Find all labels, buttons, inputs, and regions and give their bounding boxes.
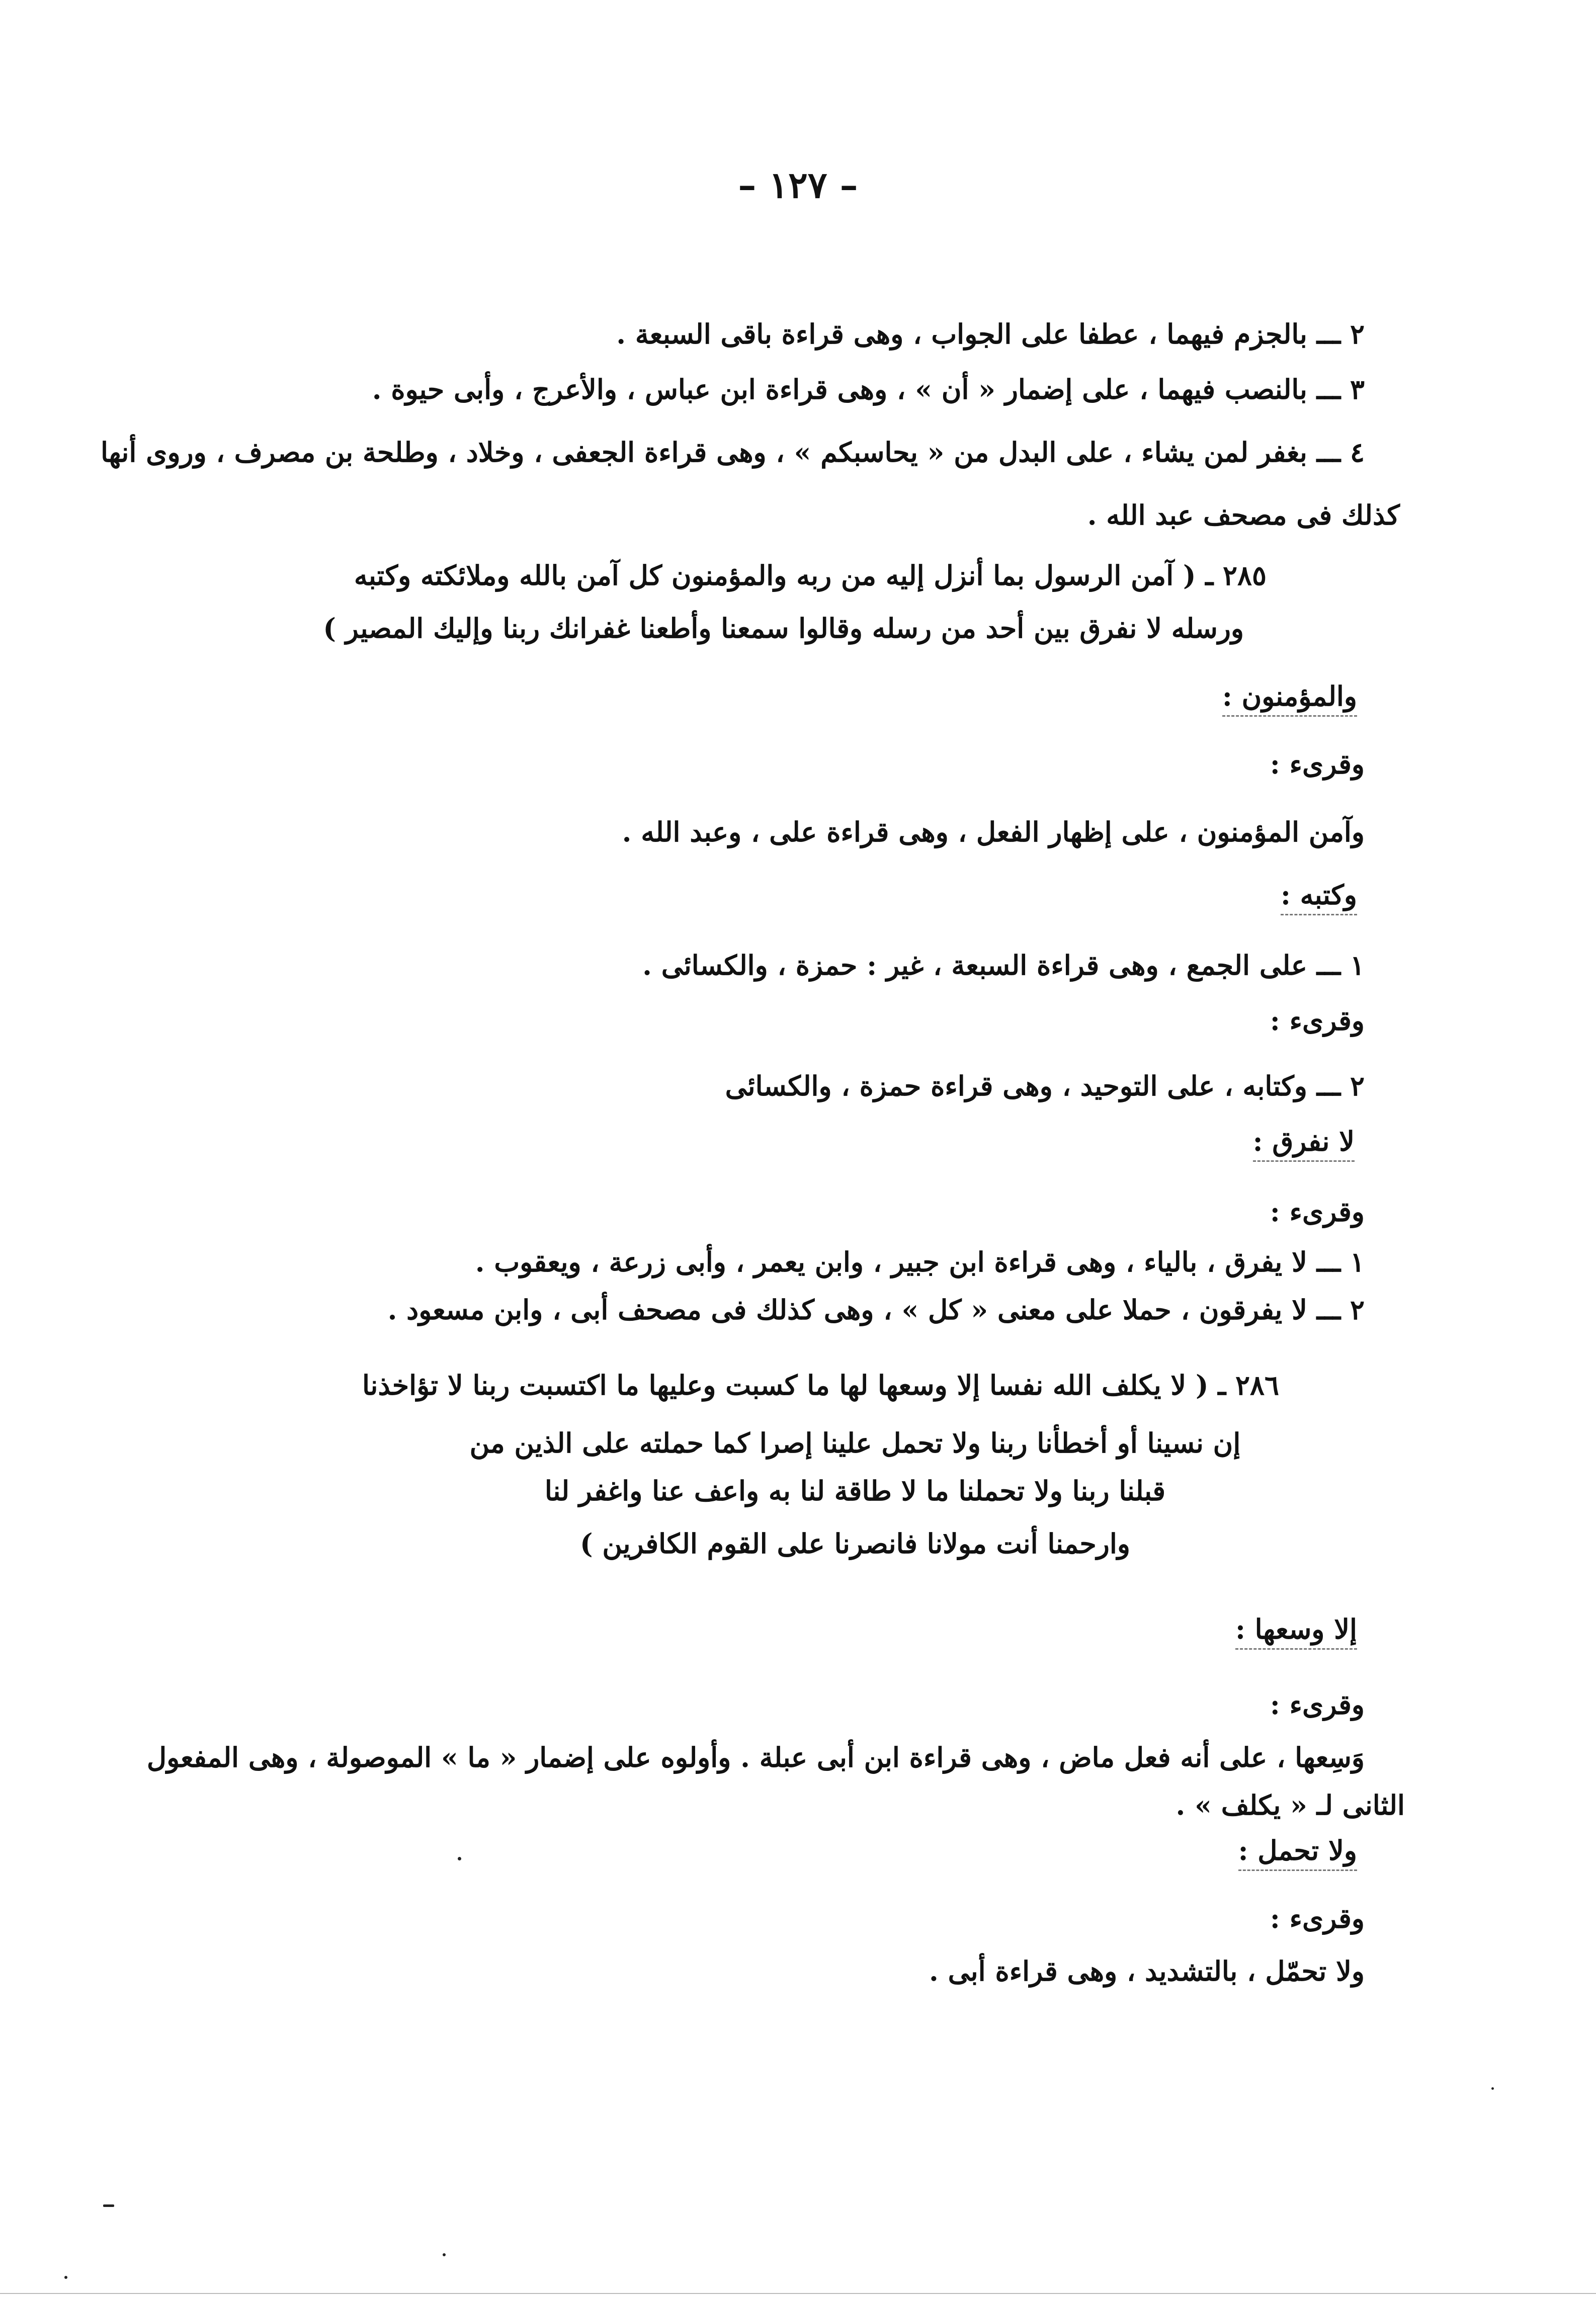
scan-speck (458, 1857, 461, 1860)
verse-285-line-1: ٢٨٥ ـ ( آمن الرسول بما أنزل إليه من ربه والمؤمنون كل آمن بالله وملائكته وكتبه (354, 559, 1267, 591)
reading-text-kutubih-1: ١ ـــ على الجمع ، وهى قراءة السبعة ، غير : حمزة ، والكسائى . (642, 949, 1365, 981)
reading-text-nufarriq-2: ٢ ـــ لا يفرقون ، حملا على معنى « كل » ، وهى كذلك فى مصحف أبى ، وابن مسعود . (387, 1294, 1365, 1326)
qurie-label: وقرىء : (1270, 748, 1365, 780)
reading-text-wusaha-b: الثانى لـ « يكلف » . (1175, 1789, 1405, 1821)
qurie-label: وقرىء : (1270, 1004, 1365, 1037)
reading-line-4a: ٤ ـــ بغفر لمن يشاء ، على البدل من « يحاسبكم » ، وهى قراءة الجعفى ، وخلاد ، وطلحة بن مصرف ، وروى أنها (101, 436, 1365, 468)
verse-286-line-3: قبلنا ربنا ولا تحملنا ما لا طاقة لنا به واعف عنا واغفر لنا (544, 1475, 1166, 1507)
scan-speck (64, 2276, 67, 2279)
entry-heading-nufarriq (1253, 1127, 1355, 1156)
qurie-label: وقرىء : (1270, 1196, 1365, 1228)
verse-286-line-1: ٢٨٦ ـ ( لا يكلف الله نفسا إلا وسعها لها ما كسبت وعليها ما اكتسبت ربنا لا تؤاخذنا (362, 1369, 1279, 1401)
entry-heading-mominun (1222, 682, 1357, 711)
reading-text-wusaha-a: وَسِعها ، على أنه فعل ماض ، وهى قراءة ابن أبى عبلة . وأولوه على إضمار « ما » الموصولة ، وهى المفعول (146, 1741, 1365, 1773)
reading-text-tuhammil: ولا تحمّل ، بالتشديد ، وهى قراءة أبى . (929, 1955, 1365, 1987)
entry-heading-tuhammil (1238, 1836, 1357, 1865)
reading-line-2: ٢ ـــ بالجزم فيهما ، عطفا على الجواب ، وهى قراءة باقى السبعة . (616, 318, 1365, 350)
entry-heading-text: والمؤمنون : (1222, 680, 1357, 717)
entry-heading-text: وكتبه : (1281, 879, 1357, 915)
reading-text-kutubih-2: ٢ ـــ وكتابه ، على التوحيد ، وهى قراءة حمزة ، والكسائى (725, 1070, 1365, 1102)
entry-heading-kutubih (1281, 880, 1357, 910)
reading-text-nufarriq-1: ١ ـــ لا يفرق ، بالياء ، وهى قراءة ابن جبير ، وابن يعمر ، وأبى زرعة ، ويعقوب . (475, 1246, 1365, 1278)
qurie-label: وقرىء : (1270, 1688, 1365, 1721)
bottom-edge-line (0, 2293, 1596, 2294)
scan-speck (443, 2253, 446, 2256)
scan-speck (103, 2204, 114, 2207)
reading-line-3: ٣ ـــ بالنصب فيهما ، على إضمار « أن » ، وهى قراءة ابن عباس ، والأعرج ، وأبى حيوة . (372, 373, 1365, 405)
verse-286-line-4: وارحمنا أنت مولانا فانصرنا على القوم الكافرين ) (580, 1527, 1130, 1560)
scan-speck (1491, 2087, 1494, 2090)
page-number: – ١٢٧ – (738, 163, 858, 206)
entry-heading-text: لا نفرق : (1253, 1125, 1355, 1162)
qurie-label: وقرىء : (1270, 1902, 1365, 1934)
entry-heading-text: ولا تحمل : (1238, 1834, 1357, 1871)
entry-heading-wusaha (1235, 1614, 1357, 1644)
entry-heading-text: إلا وسعها : (1235, 1613, 1357, 1650)
verse-285-line-2: ورسله لا نفرق بين أحد من رسله وقالوا سمعنا وأطعنا غفرانك ربنا وإليك المصير ) (323, 612, 1244, 644)
reading-text-mominun: وآمن المؤمنون ، على إظهار الفعل ، وهى قراءة على ، وعبد الله . (622, 816, 1365, 848)
reading-line-4b: كذلك فى مصحف عبد الله . (1087, 499, 1400, 531)
verse-286-line-2: إن نسينا أو أخطأنا ربنا ولا تحمل علينا إصرا كما حملته على الذين من (469, 1427, 1241, 1459)
